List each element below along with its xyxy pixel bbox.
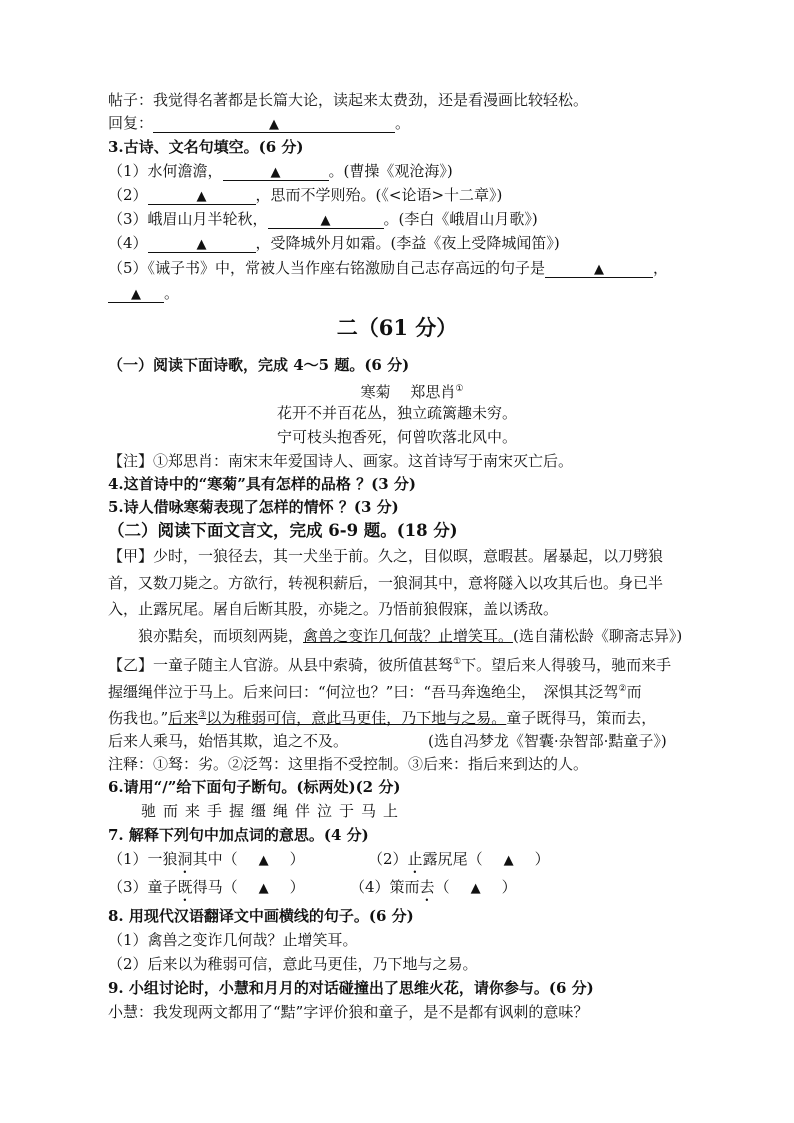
fill-item-1: （1）水何澹澹， ▲ 。(曹操《观沧海》) — [108, 162, 453, 180]
part-2-heading: （二）阅读下面文言文，完成 6-9 题。(18 分) — [108, 521, 458, 540]
answer-blank[interactable]: ▲ — [148, 186, 256, 205]
question-8: 8. 用现代汉语翻译文中画横线的句子。(6 分) — [108, 907, 414, 925]
passage-jia-line-2: 首，又数刀毙之。方欲行，转视积薪后，一狼洞其中，意将隧入以攻其后也。身已半 — [108, 574, 664, 592]
answer-blank[interactable]: ▲ — [223, 162, 329, 181]
q7-item-3: （3）童子既得马（ ▲ ） — [108, 877, 305, 905]
passage-notes: 注释：①驽：劣。②泛驾：这里指不受控制。③后来：指后来到达的人。 — [108, 755, 589, 773]
poem-line-1: 花开不并百花丛，独立疏篱趣未穷。 — [276, 404, 517, 422]
part-1-heading: （一）阅读下面诗歌，完成 4～5 题。(6 分) — [108, 356, 410, 374]
passage-yi-line-3: 伤我也。”后来③以为稚弱可信，意此马更佳，乃下地与之易。童子既得马，策而去， — [108, 709, 657, 727]
passage-yi-line-4: 后来人乘马，始悟其欺，追之不及。 — [108, 732, 349, 750]
question-9: 9. 小组讨论时，小慧和月月的对话碰撞出了思维火花，请你参与。(6 分) — [108, 979, 594, 997]
fill-item-5: （5）《诫子书》中，常被人当作座右铭激励自己志存高远的句子是 ▲ ， — [108, 259, 669, 277]
post-line: 帖子：我觉得名著都是长篇大论，读起来太费劲，还是看漫画比较轻松。 — [108, 91, 589, 109]
poem-line-2: 宁可枝头抱香死，何曾吹落北风中。 — [276, 428, 517, 446]
answer-blank[interactable]: ▲ — [268, 210, 384, 229]
passage-jia-line-1: 【甲】少时，一狼径去，其一犬坐于前。久之，目似暝，意暇甚。屠暴起，以刀劈狼 — [108, 547, 664, 565]
poem-note: 【注】①郑思肖：南宋末年爱国诗人、画家。这首诗写于南宋灭亡后。 — [108, 452, 574, 470]
poem-title: 寒菊 郑思肖① — [360, 383, 464, 401]
question-4: 4.这首诗中的“寒菊”具有怎样的品格 ？(3 分) — [108, 475, 416, 493]
fill-item-4: （4） ▲ ，受降城外月如霜。(李益《夜上受降城闻笛》) — [108, 234, 560, 252]
answer-blank[interactable]: ▲ — [153, 114, 395, 133]
passage-jia-line-4: 狼亦黠矣，而顷刻两毙，禽兽之变诈几何哉？止增笑耳。(选自蒲松龄《聊斋志异》) — [138, 627, 683, 645]
fill-item-5-cont: ▲ 。 — [108, 283, 179, 303]
answer-blank[interactable]: ▲ — [470, 881, 481, 896]
question-5: 5.诗人借咏寒菊表现了怎样的情怀 ？(3 分) — [108, 498, 399, 516]
reply-line: 回复： ▲ 。 — [108, 114, 411, 132]
q7-item-4: （4）策而去（ ▲ ） — [350, 877, 517, 905]
question-6: 6.请用“/”给下面句子断句。(标两处)(2 分) — [108, 778, 401, 796]
fill-item-3: （3）峨眉山月半轮秋， ▲ 。(李白《峨眉山月歌》) — [108, 210, 538, 228]
passage-yi-source: (选自冯梦龙《智囊·杂智部·黠童子》) — [428, 732, 667, 750]
passage-yi-line-1: 【乙】一童子随主人官游。从县中索骑，彼所值甚驽①下。望后来人得骏马，驰而来手 — [108, 656, 672, 674]
q7-item-1: （1）一狼洞其中（ ▲ ） — [108, 849, 305, 877]
passage-yi-line-2: 握缰绳伴泣于马上。后来问曰：“何泣也？”曰：“吾马奔逸绝尘， 深惧其泛驾②而 — [108, 683, 642, 701]
question-7: 7. 解释下列句中加点词的意思。(4 分) — [108, 826, 369, 844]
fill-item-2: （2） ▲ ，思而不学则殆。(《<论语>十二章》) — [108, 186, 503, 204]
q8-item-1: （1）禽兽之变诈几何哉？止增笑耳。 — [108, 931, 358, 949]
answer-blank[interactable]: ▲ — [148, 234, 256, 253]
q7-item-2: （2）止露尻尾（ ▲ ） — [368, 849, 550, 877]
answer-blank[interactable]: ▲ — [545, 259, 653, 278]
punctuation-sentence[interactable]: 驰而来手握缰绳伴泣于马上 — [141, 802, 406, 820]
passage-jia-line-3: 入，止露尻尾。屠自后断其股，亦毙之。乃悟前狼假寐，盖以诱敌。 — [108, 600, 559, 618]
q9-dialogue-1: 小慧：我发现两文都用了“黠”字评价狼和童子，是不是都有讽刺的意味？ — [108, 1003, 589, 1021]
answer-blank[interactable]: ▲ — [258, 881, 269, 896]
answer-blank[interactable]: ▲ — [503, 853, 514, 868]
question-3: 3.古诗、文名句填空。(6 分) — [108, 138, 304, 156]
answer-blank[interactable]: ▲ — [258, 853, 269, 868]
section-title: 二（61 分） — [336, 315, 458, 340]
q8-item-2: （2）后来以为稚弱可信，意此马更佳，乃下地与之易。 — [108, 955, 478, 973]
answer-blank[interactable]: ▲ — [108, 284, 164, 303]
